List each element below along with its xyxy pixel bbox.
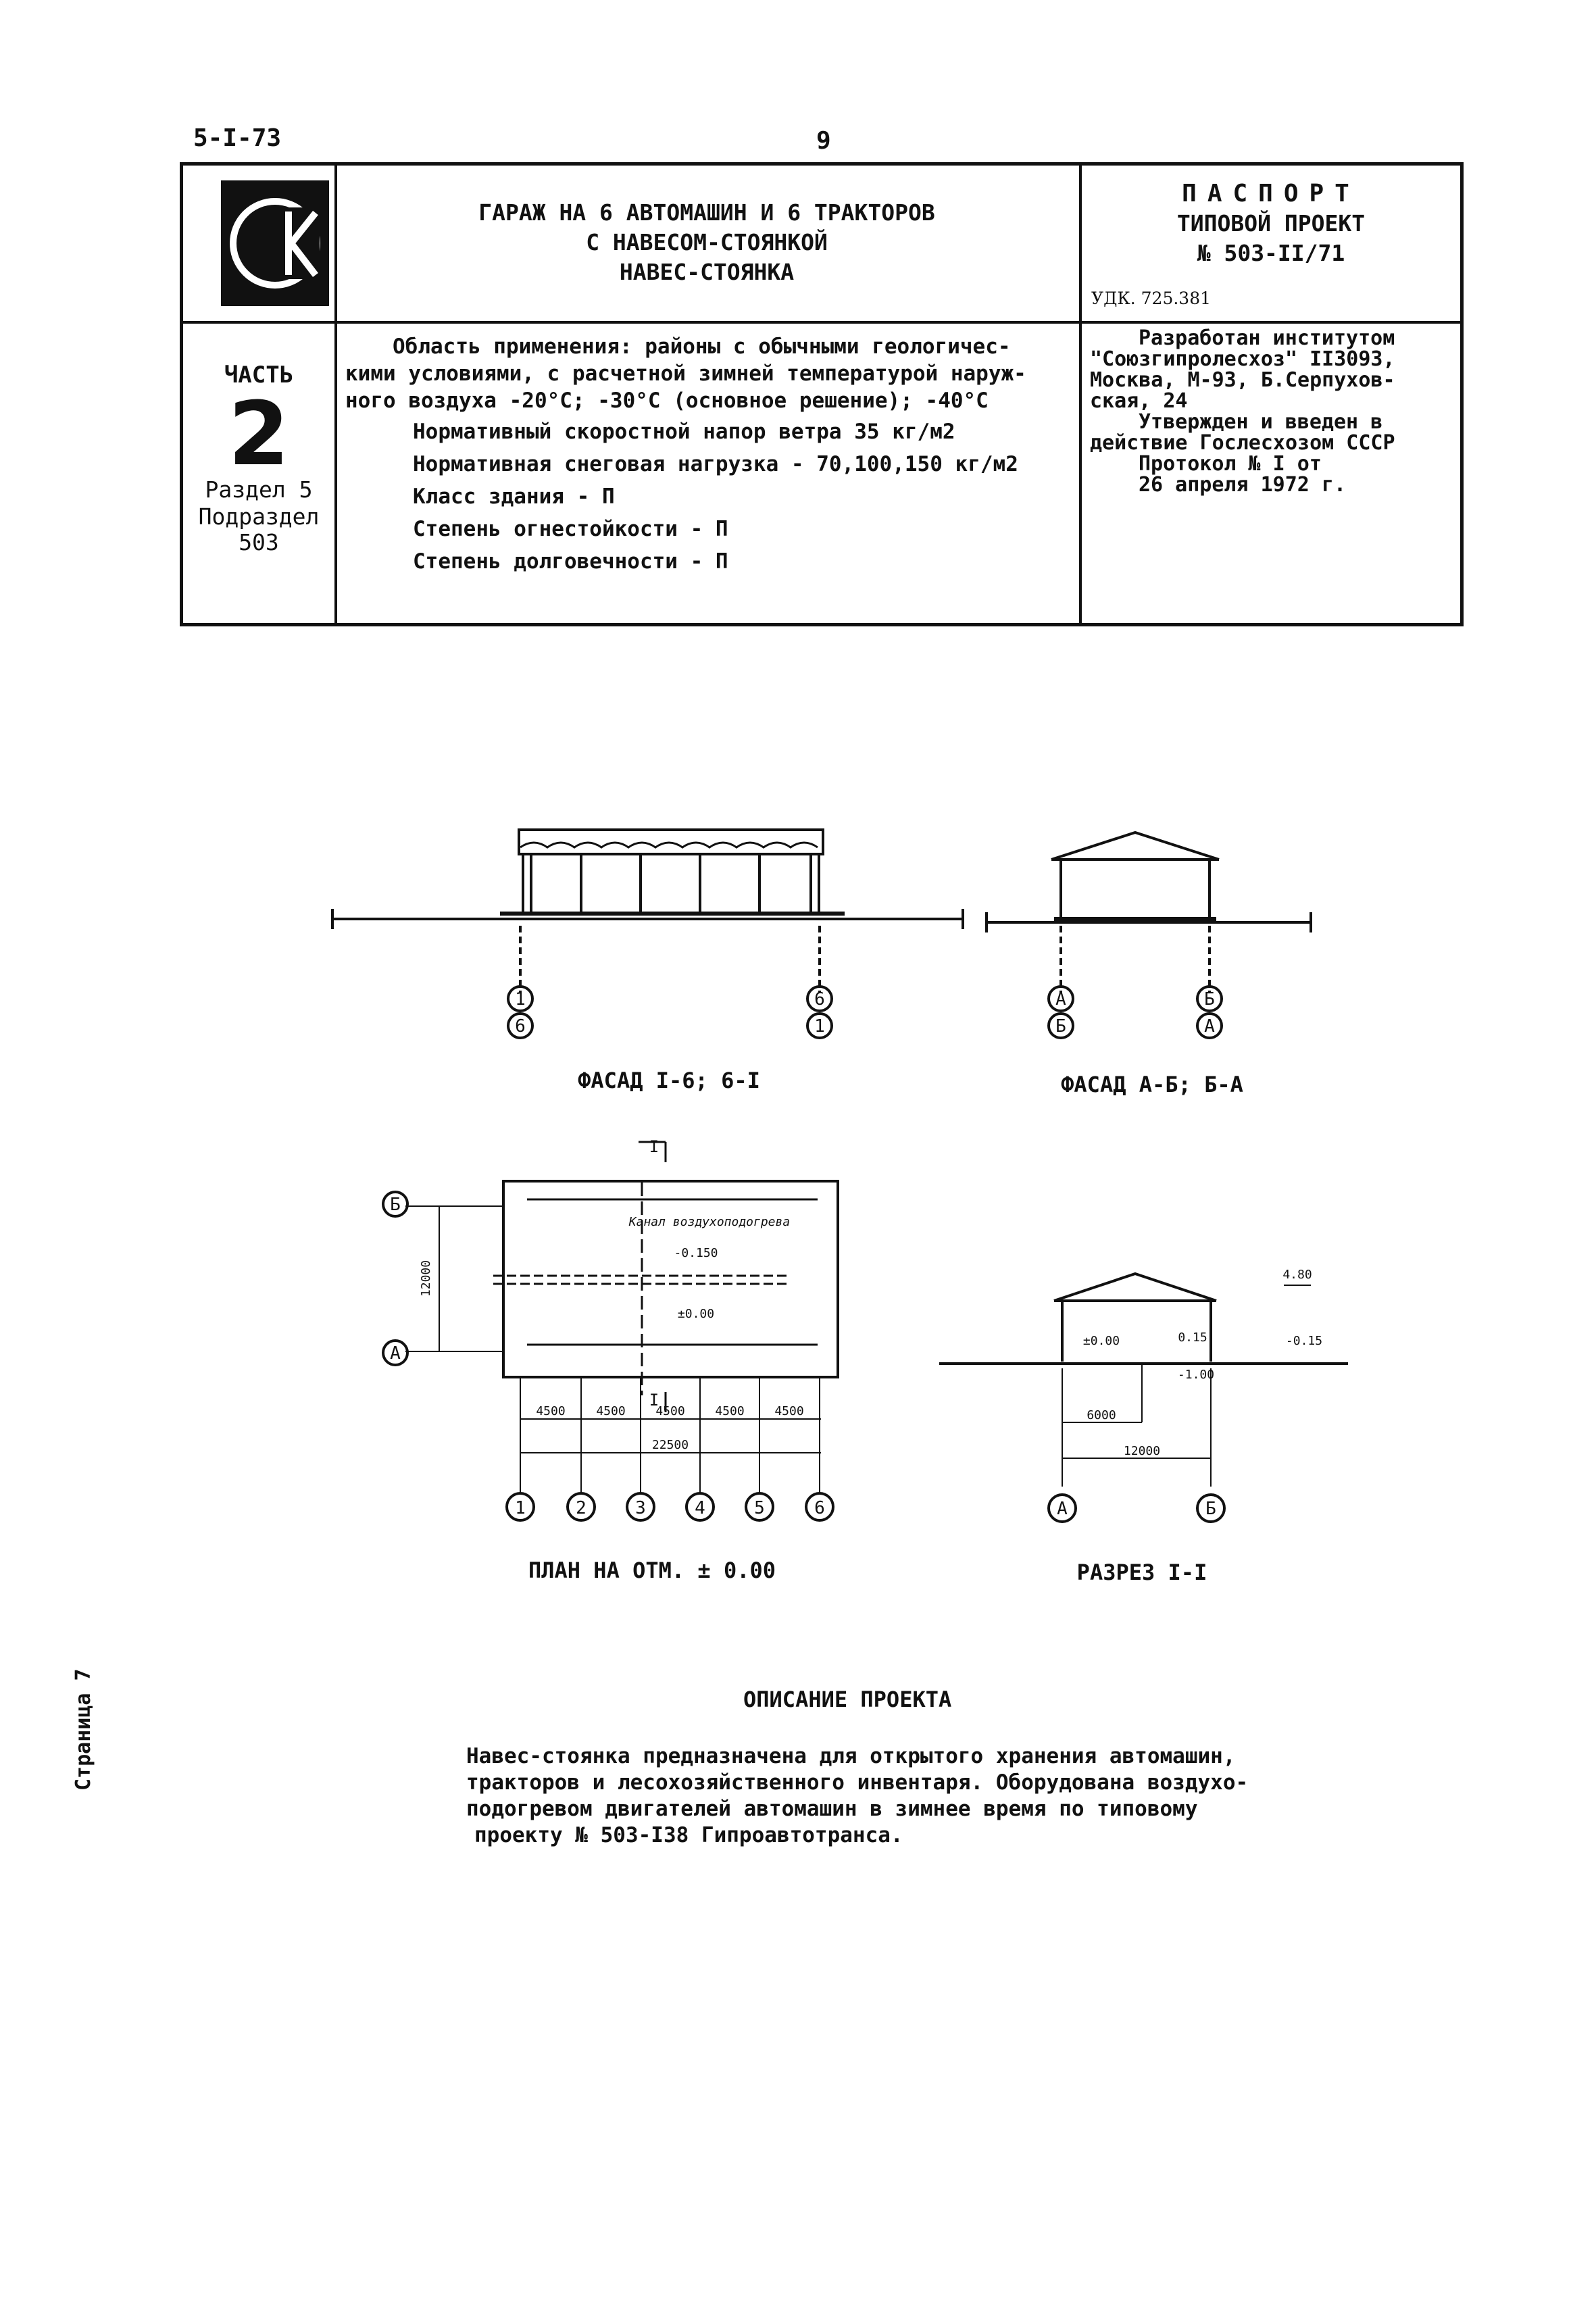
card-divider-horizontal [183, 321, 1460, 324]
document-code: 5-I-73 [193, 124, 282, 152]
plan-axis-a: А [390, 1343, 401, 1364]
plan-axis-b: Б [390, 1195, 401, 1215]
plan-level-channel: -0.150 [674, 1246, 718, 1260]
passport-heading: ПАСПОРТ [1182, 180, 1360, 207]
description-text [466, 1743, 1248, 1849]
description-line-4: проекту № 503-I38 Гипроавтотранса. [474, 1823, 903, 1847]
spec-wind: Нормативный скоростной напор ветра 35 кг/м2 [413, 420, 955, 444]
section-level-ridge: 4.80 [1282, 1268, 1312, 1282]
section-span: 12000 [1123, 1444, 1161, 1458]
developer-line-5: Утвержден и введен в [1139, 410, 1383, 434]
project-title [334, 198, 1079, 287]
developer-line-6: действие Гослесхозом СССР [1090, 431, 1395, 455]
section-level-ground: -0.15 [1285, 1334, 1323, 1348]
part-label: ЧАСТЬ [224, 362, 294, 389]
ck-logo-mark [221, 180, 329, 306]
section-label: Раздел 5 [205, 476, 313, 503]
plan-channel-label: Канал воздухоподогрева [628, 1215, 791, 1229]
page-number: 9 [816, 127, 831, 155]
ck-logo [221, 180, 329, 306]
passport-block [1082, 179, 1460, 268]
plan-depth: 12000 [419, 1260, 433, 1297]
plan-span-5: 4500 [774, 1404, 804, 1418]
passport-type: ТИПОВОЙ ПРОЕКТ [1176, 210, 1366, 237]
section-caption: РАЗРЕЗ I-I [1076, 1560, 1207, 1585]
plan-section-marker-top: I [649, 1137, 659, 1156]
spec-snow: Нормативная снеговая нагрузка - 70,100,150 кг/м2 [413, 452, 1018, 476]
section-level-curb: 0.15 [1178, 1330, 1207, 1345]
plan-axis-3: 3 [635, 1498, 646, 1518]
section-axis-a: А [1057, 1499, 1068, 1519]
spec-durability: Степень долговечности - П [413, 549, 728, 574]
title-line-3: НАВЕС-СТОЯНКА [619, 259, 795, 285]
title-line-2: С НАВЕСОМ-СТОЯНКОЙ [586, 229, 828, 255]
section-level-channel: -1.00 [1177, 1368, 1215, 1382]
facade1-axis-left-bottom: 6 [515, 1016, 526, 1037]
facade2-axis-right-bottom: А [1204, 1016, 1215, 1037]
facade2-caption: ФАСАД А-Б; Б-А [1061, 1072, 1243, 1097]
plan-section-marker-bottom: I [649, 1391, 659, 1410]
developer-line-4: ская, 24 [1090, 389, 1188, 413]
section-level-floor: ±0.00 [1082, 1334, 1120, 1348]
subsection-label: Подраздел [198, 503, 320, 530]
developer-line-3: Москва, М-93, Б.Серпухов- [1090, 368, 1395, 392]
developer-line-1: Разработан институтом [1139, 326, 1395, 350]
section-axis-b: Б [1205, 1499, 1216, 1519]
plan-span-3: 4500 [655, 1404, 685, 1418]
plan [383, 1142, 838, 1520]
facade1-axis-right-top: 6 [814, 989, 825, 1010]
developer-line-8: 26 апреля 1972 г. [1139, 473, 1347, 497]
description-line-2: тракторов и лесохозяйственного инвентаря. Оборудована воздухо- [466, 1770, 1249, 1795]
description-line-3: подогревом двигателей автомашин в зимнее время по типовому [466, 1797, 1198, 1821]
plan-span-2: 4500 [596, 1404, 626, 1418]
title-line-1: ГАРАЖ НА 6 АВТОМАШИН И 6 ТРАКТОРОВ [478, 199, 935, 226]
developer-line-2: "Союзгипролесхоз" II3093, [1090, 347, 1395, 371]
side-page-label: Страница 7 [72, 1668, 95, 1791]
plan-axis-6: 6 [814, 1498, 825, 1518]
drawings [0, 777, 1596, 1588]
plan-axis-1: 1 [515, 1498, 526, 1518]
description-line-1: Навес-стоянка предназначена для открытого хранения автомашин, [466, 1744, 1236, 1768]
plan-span-1: 4500 [536, 1404, 566, 1418]
plan-axis-2: 2 [576, 1498, 587, 1518]
part-number: 2 [228, 382, 290, 485]
udk-code: УДК. 725.381 [1091, 289, 1212, 308]
subsection-number: 503 [239, 529, 279, 555]
facade1-axis-right-bottom: 1 [814, 1016, 825, 1037]
facade2-axis-left-top: А [1055, 989, 1066, 1010]
facade2-axis-right-top: Б [1204, 989, 1215, 1010]
plan-axis-4: 4 [695, 1498, 705, 1518]
plan-caption: ПЛАН НА ОТМ. ± 0.00 [528, 1558, 776, 1583]
developer-line-7: Протокол № I от [1139, 452, 1322, 476]
description-heading: ОПИСАНИЕ ПРОЕКТА [743, 1687, 952, 1712]
plan-total: 22500 [651, 1438, 689, 1452]
facade1-caption: ФАСАД I-6; 6-I [578, 1068, 760, 1093]
facade-long [332, 830, 963, 1038]
facade-short [987, 832, 1311, 1038]
section [939, 1274, 1348, 1522]
spec-class: Класс здания - П [413, 484, 615, 509]
application-line-2: кими условиями, с расчетной зимней температурой наруж- [345, 362, 1026, 386]
plan-level-floor: ±0.00 [677, 1307, 715, 1321]
facade2-axis-left-bottom: Б [1055, 1016, 1066, 1037]
part-block [183, 324, 334, 555]
facade1-axis-left-top: 1 [515, 989, 526, 1010]
developer-block [1090, 328, 1455, 495]
passport-number: № 503-II/71 [1197, 240, 1345, 266]
spec-fire: Степень огнестойкости - П [413, 517, 728, 541]
plan-axis-5: 5 [754, 1498, 765, 1518]
application-line-1: Область применения: районы с обычными геологичес- [393, 334, 1011, 359]
application-line-3: ного воздуха -20°С; -30°С (основное решение); -40°С [345, 389, 989, 413]
passport-card [180, 162, 1464, 626]
section-half: 6000 [1087, 1408, 1116, 1422]
plan-span-4: 4500 [715, 1404, 745, 1418]
application-block [345, 333, 1075, 578]
